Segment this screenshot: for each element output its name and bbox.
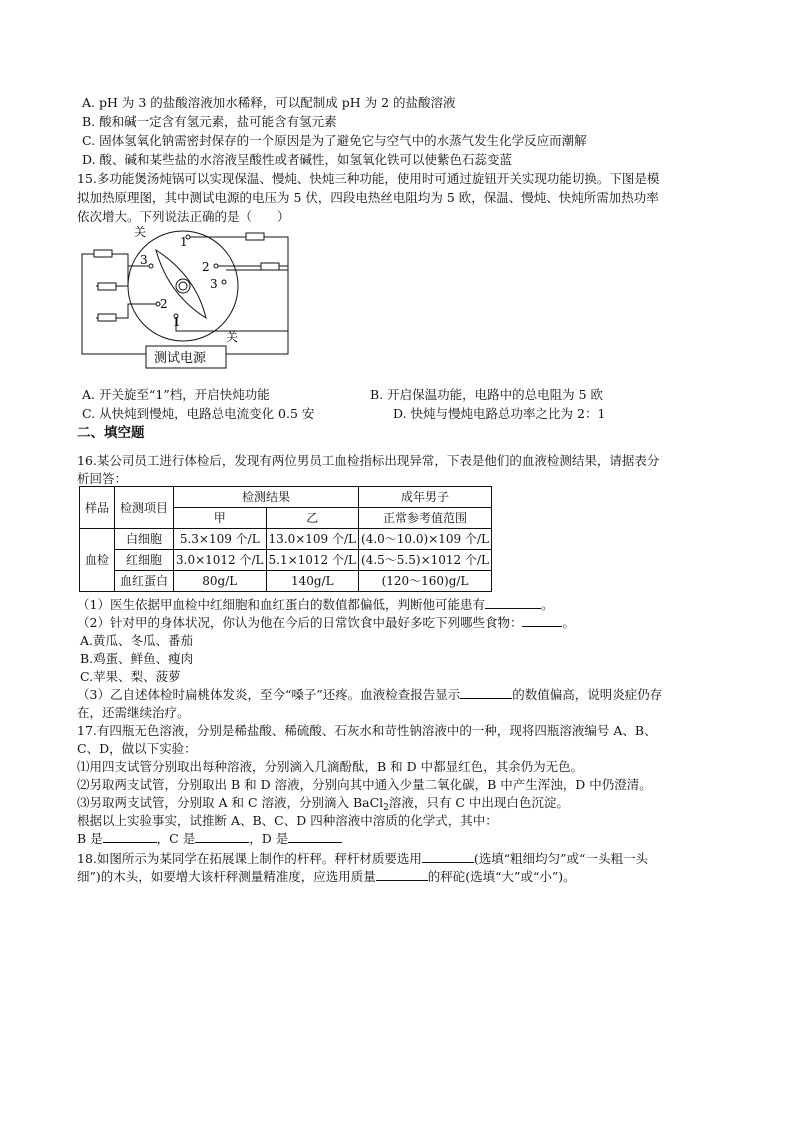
terminal-3-left: [149, 264, 153, 268]
table-row: [80, 550, 492, 571]
answer-blank[interactable]: [422, 850, 474, 863]
q15-circuit-diagram: [76, 226, 306, 376]
row-yi-value: 13.0×109 个/L: [266, 529, 359, 550]
food-option-b: B.鸡蛋、鲜鱼、瘦肉: [80, 651, 194, 666]
q15-stem-line3: 依次增大。下列说法正确的是（ ）: [77, 209, 290, 224]
terminal-label-1-bottom: 1: [173, 315, 181, 329]
q17-inference: 根据以上实验事实，试推断 A、B、C、D 四种溶液中溶质的化学式，其中：: [77, 813, 498, 828]
food-option-a: A.黄瓜、冬瓜、番茄: [80, 633, 194, 648]
q16-part1: [77, 596, 553, 614]
resistor-top-right: [246, 233, 264, 240]
q14-option-d: D. 酸、碱和某些盐的水溶液呈酸性或者碱性，如氢氧化铁可以使紫色石蕊变蓝: [82, 152, 513, 167]
header-sample: 样品: [80, 487, 115, 529]
header-reference-range: 正常参考值范围: [359, 508, 492, 529]
q16-part2-text: （2）针对甲的身体状况，你认为他在今后的日常饮食中最好多吃下列哪些食物：: [77, 615, 523, 630]
answer-blank[interactable]: [376, 868, 428, 881]
q17-stem-line2: C、D，做以下实验：: [77, 741, 197, 756]
row-range-value: (120～160)g/L: [359, 571, 492, 592]
row-jia-value: 80g/L: [174, 571, 267, 592]
q16-part3: [77, 686, 662, 704]
answer-d-label: ，D 是: [249, 831, 289, 846]
q15-option-c: C. 从快炖到慢炖，电路总电流变化 0.5 安: [82, 406, 315, 421]
q15-stem-line2: 拟加热原理图，其中测试电源的电压为 5 伏，四段电热丝电阻均为 5 欧，保温、慢炖、快炖所需加热功率: [77, 190, 659, 205]
row-range-value: (4.0～10.0)×109 个/L: [359, 529, 492, 550]
row-item: 白细胞: [115, 529, 174, 550]
answer-blank[interactable]: [460, 686, 512, 699]
row-jia-value: 3.0×1012 个/L: [174, 550, 267, 571]
q16-stem-line2: 析回答：: [77, 471, 128, 486]
header-result: 检测结果: [174, 487, 359, 508]
q16-part3-cont: 在，还需继续治疗。: [77, 705, 190, 720]
q18-line1-end: (选填“粗细均匀”或“一头粗一头: [473, 851, 648, 866]
table-row: [80, 529, 492, 550]
table-row: [80, 571, 492, 592]
switch-off-label-bottom: 关: [226, 330, 239, 344]
switch-off-label-top: 关: [134, 226, 147, 239]
q14-option-b: B. 酸和碱一定含有氢元素，盐可能含有氢元素: [82, 114, 337, 129]
resistor-bottom-left: [98, 314, 116, 321]
q16-part2: [77, 614, 575, 632]
q17-experiment-2: ⑵另取两支试管，分别取出 B 和 D 溶液，分别向其中通入少量二氧化碳，B 中产生浑浊，D 中仍澄清。: [77, 777, 652, 792]
section-title: 二、填空题: [77, 425, 145, 441]
q16-stem-line1: 16.某公司员工进行体检后，发现有两位男员工血检指标出现异常，下表是他们的血液检测结果，请据表分: [77, 453, 660, 468]
answer-blank[interactable]: [522, 614, 562, 627]
terminal-2-right: [214, 264, 218, 268]
row-yi-value: 5.1×1012 个/L: [266, 550, 359, 571]
header-adult-male: 成年男子: [359, 487, 492, 508]
blood-test-table: [79, 486, 492, 592]
q17-exp3-end: 溶液，只有 C 中出现白色沉淀。: [388, 795, 569, 810]
q18-line1: [77, 850, 648, 868]
q17-exp3-text: ⑶另取两支试管，分别取 A 和 C 溶液，分别滴入 BaCl: [77, 795, 384, 810]
answer-blank-d[interactable]: [288, 830, 342, 843]
food-option-c: C.苹果、梨、菠萝: [80, 669, 181, 684]
q16-part2-end: 。: [562, 615, 575, 630]
answer-b-label: B 是: [77, 831, 103, 846]
answer-blank-c[interactable]: [195, 830, 249, 843]
terminal-label-3-right: 3: [210, 277, 218, 291]
q17-answers: [77, 830, 342, 848]
q17-exp3-subscript: 2: [383, 803, 389, 813]
resistor-mid-left: [98, 283, 116, 290]
row-yi-value: 140g/L: [266, 571, 359, 592]
q18-line2: [77, 868, 576, 886]
resistor-top-left: [94, 250, 112, 257]
q15-option-b: B. 开启保温功能，电路中的总电阻为 5 欧: [370, 387, 604, 402]
row-range-value: (4.5～5.5)×1012 个/L: [359, 550, 492, 571]
q14-option-c: C. 固体氢氧化钠需密封保存的一个原因是为了避免它与空气中的水蒸气发生化学反应而潮解: [82, 133, 587, 148]
q18-line2-end: 的秤砣(选填“大”或“小”)。: [427, 869, 576, 884]
header-item: 检测项目: [115, 487, 174, 529]
terminal-label-2-left: 2: [160, 297, 168, 311]
q17-stem-line1: 17.有四瓶无色溶液，分别是稀盐酸、稀硫酸、石灰水和苛性钠溶液中的一种，现将四瓶溶液编号 A、B、: [77, 723, 657, 738]
q18-line2-text: 细”)的木头，如要增大该杆秤测量精准度，应选用质量: [77, 869, 376, 884]
answer-blank-b[interactable]: [103, 830, 157, 843]
row-jia-value: 5.3×109 个/L: [174, 529, 267, 550]
row-item: 血红蛋白: [115, 571, 174, 592]
terminal-3-right: [222, 280, 226, 284]
q15-stem-line1: 15.多功能煲汤炖锅可以实现保温、慢炖、快炖三种功能，使用时可通过旋钮开关实现功能切换。下图是模: [77, 171, 660, 186]
q18-line1-text: 18.如图所示为某同学在拓展课上制作的杆秤。秤杆材质要选用: [77, 851, 422, 866]
sample-label: 血检: [80, 529, 115, 592]
q16-part1-text: （1）医生依据甲血检中红细胞和血红蛋白的数值都偏低，判断他可能患有: [77, 597, 485, 612]
power-supply-label: 测试电源: [154, 351, 207, 366]
header-yi: 乙: [266, 508, 359, 529]
q16-part1-end: 。: [540, 597, 554, 612]
q15-option-a: A. 开关旋至“1”档，开启快炖功能: [82, 387, 270, 402]
answer-c-label: ，C 是: [156, 831, 196, 846]
q16-part3-end: 的数值偏高，说明炎症仍存: [512, 687, 663, 702]
q16-part3-text: （3）乙自述体检时扁桃体发炎，至今“嗓子”还疼。血液检查报告显示: [77, 687, 461, 702]
q15-option-d: D. 快炖与慢炖电路总功率之比为 2：1: [393, 406, 606, 421]
row-item: 红细胞: [115, 550, 174, 571]
rotor-center: [176, 279, 190, 293]
terminal-label-3-left: 3: [140, 253, 148, 267]
header-jia: 甲: [174, 508, 267, 529]
resistor-mid-right: [261, 263, 279, 270]
terminal-label-2-right: 2: [202, 260, 210, 274]
terminal-label-1-top: 1: [180, 235, 188, 249]
q17-experiment-1: ⑴用四支试管分别取出每种溶液，分别滴入几滴酚酞，B 和 D 中都显红色，其余仍为无色。: [77, 759, 584, 774]
q14-option-a: A. pH 为 3 的盐酸溶液加水稀释，可以配制成 pH 为 2 的盐酸溶液: [82, 95, 456, 110]
answer-blank[interactable]: [485, 596, 541, 609]
